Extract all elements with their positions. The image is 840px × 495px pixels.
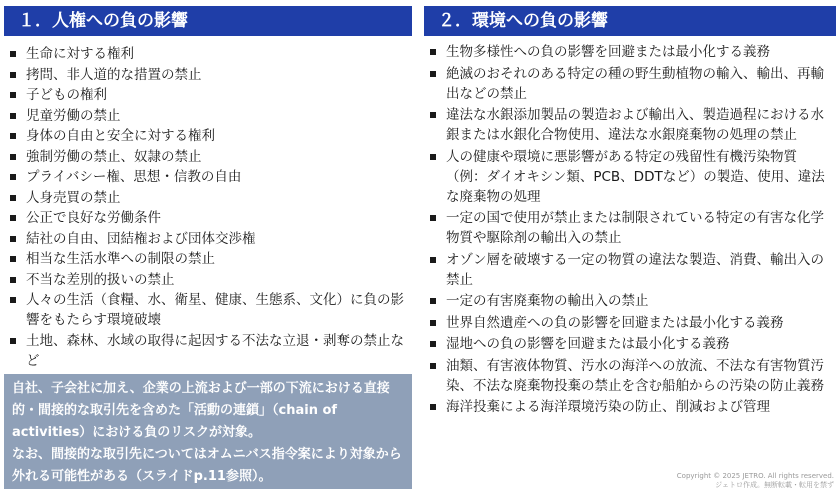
environment-header: ２．環境への負の影響 [424, 6, 836, 36]
list-item: 公正で良好な労働条件 [4, 208, 412, 228]
list-item: 一定の国で使用が禁止または制限されている特定の有害な化学物質や駆除剤の輸出入の禁止 [424, 208, 836, 248]
list-item: 絶滅のおそれのある特定の種の野生動植物の輸入、輸出、再輸出などの禁止 [424, 64, 836, 104]
list-item: 相当な生活水準への制限の禁止 [4, 249, 412, 269]
list-item: 人身売買の禁止 [4, 188, 412, 208]
list-item: 人々の生活（食糧、水、衛星、健康、生態系、文化）に負の影響をもたらす環境破壊 [4, 290, 412, 330]
human-rights-panel [4, 6, 412, 371]
scope-note-text-2: なお、間接的な取引先についてはオムニバス指令案により対象から外れる可能性がある（スライドp.11参照）。 [12, 447, 402, 484]
scope-note [4, 374, 412, 489]
human-rights-header: １．人権への負の影響 [4, 6, 412, 36]
list-item: 違法な水銀添加製品の製造および輸出入、製造過程における水銀または水銀化合物使用、違法な水銀廃棄物の処理の禁止 [424, 105, 836, 145]
list-item: 拷問、非人道的な措置の禁止 [4, 65, 412, 85]
list-item: プライバシー権、思想・信教の自由 [4, 167, 412, 187]
copyright-line-2: ジェトロ作成。無断転載・転用を禁ず [715, 481, 834, 489]
list-item: 生命に対する権利 [4, 44, 412, 64]
copyright [614, 472, 834, 490]
list-item: 土地、森林、水域の取得に起因する不法な立退・剥奪の禁止など [4, 331, 412, 371]
list-item: 生物多様性への負の影響を回避または最小化する義務 [424, 42, 836, 62]
list-item: 海洋投棄による海洋環境汚染の防止、削減および管理 [424, 397, 836, 417]
environment-list [424, 42, 836, 417]
list-item: 世界自然遺産への負の影響を回避または最小化する義務 [424, 313, 836, 333]
copyright-line: Copyright © 2025 JETRO. All rights reserved. [676, 472, 834, 480]
list-item: 一定の有害廃棄物の輸出入の禁止 [424, 291, 836, 311]
list-item: 結社の自由、団結権および団体交渉権 [4, 229, 412, 249]
environment-panel [424, 6, 836, 419]
list-item: 不当な差別的扱いの禁止 [4, 270, 412, 290]
scope-note-text: 自社、子会社に加え、企業の上流および一部の下流における直接的・間接的な取引先を含めた「活動の連鎖」（chain of activities）における負のリスクが対象。 [12, 381, 390, 440]
list-item: 油類、有害液体物質、汚水の海洋への放流、不法な有害物質汚染、不法な廃棄物投棄の禁止を含む船舶からの汚染の防止義務 [424, 356, 836, 396]
list-item: オゾン層を破壊する一定の物質の違法な製造、消費、輸出入の禁止 [424, 250, 836, 290]
list-item: 湿地への負の影響を回避または最小化する義務 [424, 334, 836, 354]
list-item: 児童労働の禁止 [4, 106, 412, 126]
list-item: 身体の自由と安全に対する権利 [4, 126, 412, 146]
list-item: 子どもの権利 [4, 85, 412, 105]
list-item: 人の健康や環境に悪影響がある特定の残留性有機汚染物質（例：ダイオキシン類、PCB、DDTなど）の製造、使用、違法な廃棄物の処理 [424, 147, 836, 207]
human-rights-list [4, 44, 412, 371]
list-item: 強制労働の禁止、奴隷の禁止 [4, 147, 412, 167]
